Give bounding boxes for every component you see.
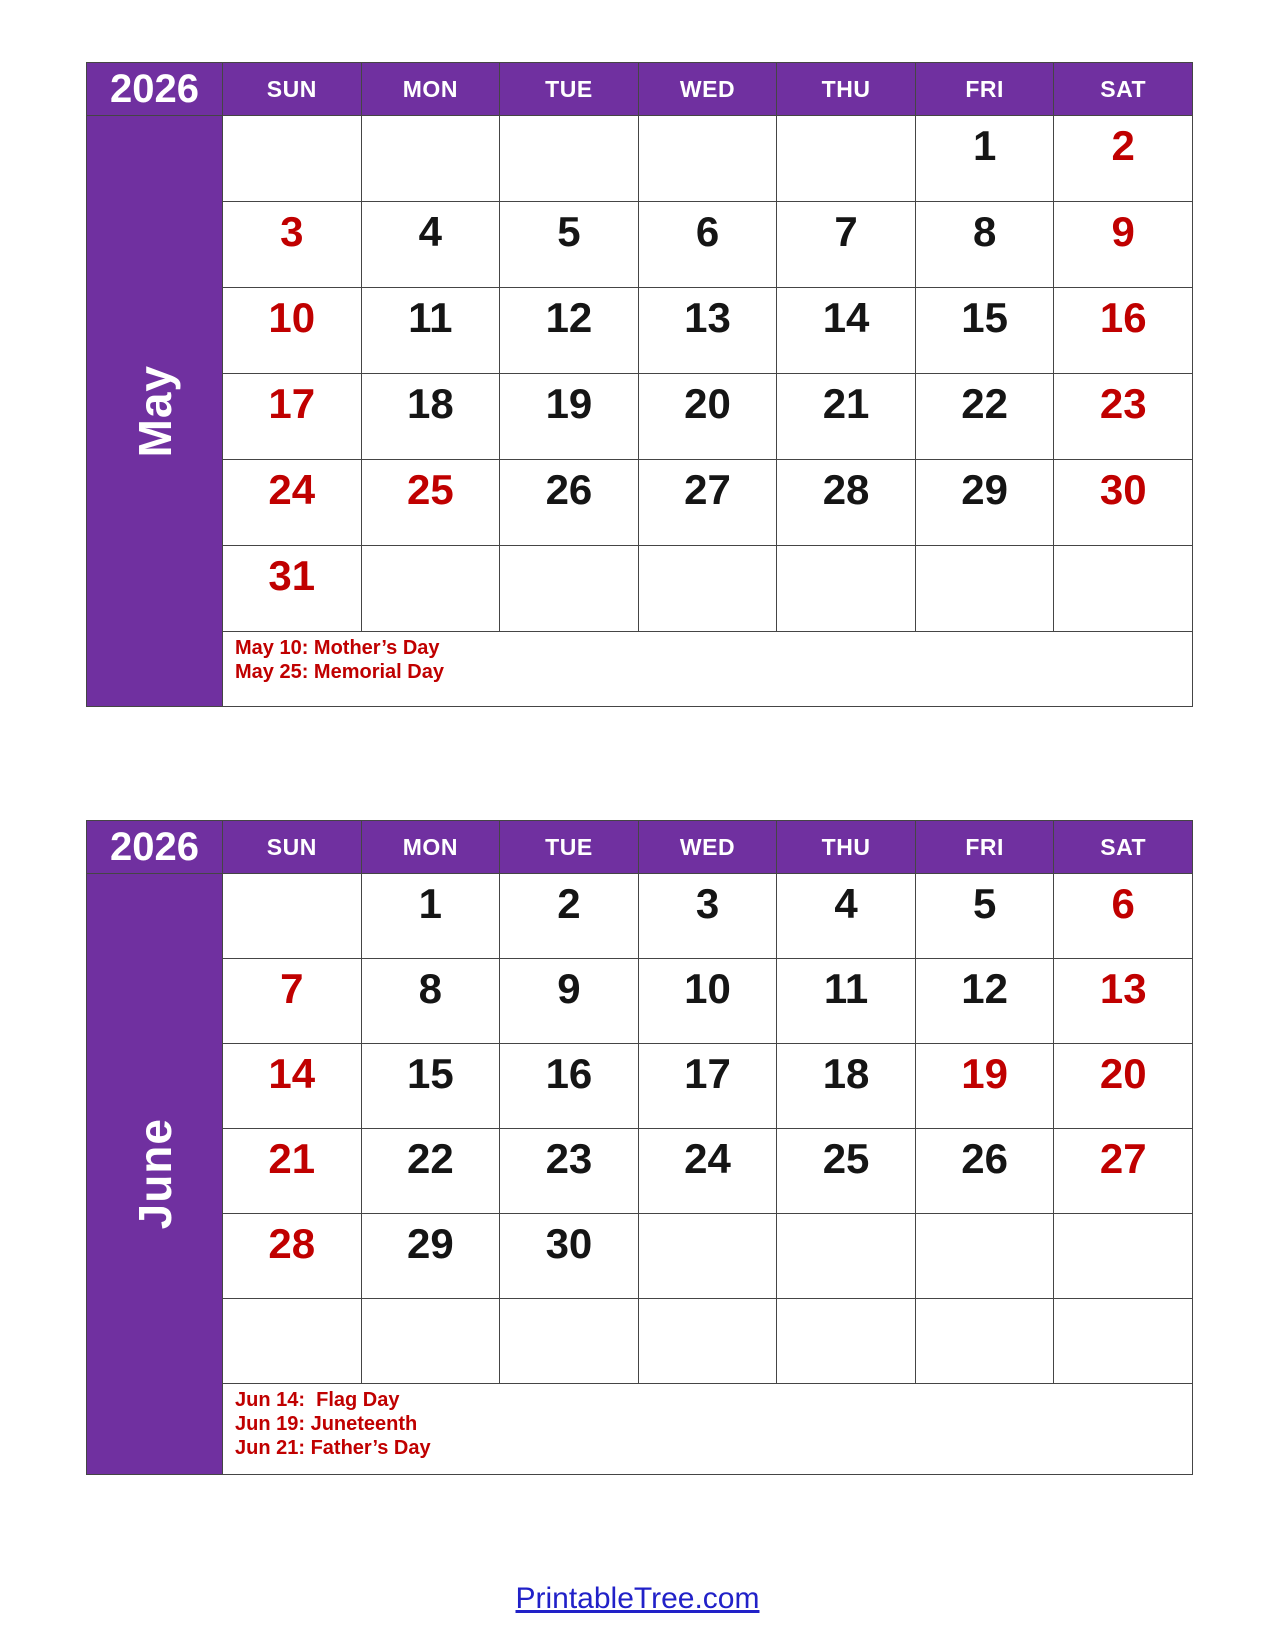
day-cell-11: 11 — [777, 959, 916, 1044]
year-label: 2026 — [87, 63, 223, 116]
day-cell-empty — [639, 1214, 778, 1299]
holiday-notes — [223, 632, 1193, 707]
footer-link[interactable]: PrintableTree.com — [515, 1582, 760, 1615]
day-cell-empty — [916, 546, 1055, 632]
day-cell-empty — [1054, 1214, 1193, 1299]
day-cell-empty — [639, 546, 778, 632]
calendar-june-2026 — [86, 820, 1193, 1475]
day-cell-empty — [916, 1214, 1055, 1299]
day-cell-7: 7 — [777, 202, 916, 288]
day-cell-23: 23 — [500, 1129, 639, 1214]
weekday-header-thu: THU — [777, 63, 916, 116]
day-cell-17: 17 — [223, 374, 362, 460]
month-column — [87, 116, 223, 707]
day-cell-30: 30 — [500, 1214, 639, 1299]
day-cell-empty — [223, 874, 362, 959]
day-cell-5: 5 — [916, 874, 1055, 959]
day-cell-empty — [1054, 1299, 1193, 1384]
day-cell-28: 28 — [223, 1214, 362, 1299]
day-cell-23: 23 — [1054, 374, 1193, 460]
day-cell-empty — [916, 1299, 1055, 1384]
weekday-header-mon: MON — [362, 63, 501, 116]
weekday-header-fri: FRI — [916, 821, 1055, 874]
day-cell-empty — [777, 546, 916, 632]
day-cell-6: 6 — [1054, 874, 1193, 959]
day-cell-18: 18 — [362, 374, 501, 460]
day-cell-empty — [223, 1299, 362, 1384]
holiday-note: Jun 19: Juneteenth — [235, 1413, 418, 1435]
day-cell-24: 24 — [639, 1129, 778, 1214]
day-cell-20: 20 — [639, 374, 778, 460]
day-cell-empty — [1054, 546, 1193, 632]
day-cell-16: 16 — [500, 1044, 639, 1129]
day-cell-25: 25 — [362, 460, 501, 546]
weekday-header-tue: TUE — [500, 821, 639, 874]
day-cell-30: 30 — [1054, 460, 1193, 546]
day-cell-empty — [500, 116, 639, 202]
calendar-may-2026 — [86, 62, 1193, 707]
day-cell-12: 12 — [916, 959, 1055, 1044]
day-cell-6: 6 — [639, 202, 778, 288]
holiday-notes — [223, 1384, 1193, 1475]
day-cell-12: 12 — [500, 288, 639, 374]
day-cell-2: 2 — [1054, 116, 1193, 202]
day-cell-10: 10 — [639, 959, 778, 1044]
day-cell-empty — [362, 546, 501, 632]
month-label: May — [128, 364, 181, 458]
day-cell-8: 8 — [362, 959, 501, 1044]
day-cell-empty — [777, 1214, 916, 1299]
day-cell-empty — [362, 1299, 501, 1384]
day-cell-26: 26 — [916, 1129, 1055, 1214]
day-cell-29: 29 — [916, 460, 1055, 546]
day-cell-21: 21 — [223, 1129, 362, 1214]
holiday-note: Jun 21: Father’s Day — [235, 1437, 431, 1459]
day-cell-3: 3 — [223, 202, 362, 288]
day-cell-4: 4 — [362, 202, 501, 288]
footer — [0, 1582, 1275, 1616]
day-cell-19: 19 — [916, 1044, 1055, 1129]
day-cell-empty — [777, 1299, 916, 1384]
weekday-header-wed: WED — [639, 63, 778, 116]
weekday-header-sat: SAT — [1054, 63, 1193, 116]
day-cell-4: 4 — [777, 874, 916, 959]
day-cell-18: 18 — [777, 1044, 916, 1129]
weekday-header-fri: FRI — [916, 63, 1055, 116]
day-cell-empty — [500, 1299, 639, 1384]
day-cell-empty — [777, 116, 916, 202]
weekday-header-sun: SUN — [223, 63, 362, 116]
day-cell-empty — [362, 116, 501, 202]
day-cell-3: 3 — [639, 874, 778, 959]
day-cell-17: 17 — [639, 1044, 778, 1129]
weekday-header-wed: WED — [639, 821, 778, 874]
day-cell-27: 27 — [1054, 1129, 1193, 1214]
holiday-note: May 10: Mother’s Day — [235, 637, 440, 659]
year-label: 2026 — [87, 821, 223, 874]
day-cell-9: 9 — [1054, 202, 1193, 288]
day-cell-1: 1 — [916, 116, 1055, 202]
day-cell-13: 13 — [639, 288, 778, 374]
day-cell-2: 2 — [500, 874, 639, 959]
day-cell-7: 7 — [223, 959, 362, 1044]
day-cell-25: 25 — [777, 1129, 916, 1214]
day-cell-14: 14 — [777, 288, 916, 374]
holiday-note: Jun 14: Flag Day — [235, 1389, 400, 1411]
day-cell-21: 21 — [777, 374, 916, 460]
day-cell-24: 24 — [223, 460, 362, 546]
day-cell-empty — [639, 116, 778, 202]
day-cell-16: 16 — [1054, 288, 1193, 374]
day-cell-empty — [223, 116, 362, 202]
day-cell-11: 11 — [362, 288, 501, 374]
day-cell-31: 31 — [223, 546, 362, 632]
day-cell-28: 28 — [777, 460, 916, 546]
day-cell-26: 26 — [500, 460, 639, 546]
day-cell-9: 9 — [500, 959, 639, 1044]
day-cell-22: 22 — [916, 374, 1055, 460]
month-label: June — [128, 1118, 181, 1230]
day-cell-8: 8 — [916, 202, 1055, 288]
day-cell-15: 15 — [362, 1044, 501, 1129]
day-cell-13: 13 — [1054, 959, 1193, 1044]
weekday-header-thu: THU — [777, 821, 916, 874]
day-cell-empty — [500, 546, 639, 632]
day-cell-empty — [639, 1299, 778, 1384]
day-cell-1: 1 — [362, 874, 501, 959]
day-cell-20: 20 — [1054, 1044, 1193, 1129]
weekday-header-mon: MON — [362, 821, 501, 874]
holiday-note: May 25: Memorial Day — [235, 661, 444, 683]
day-cell-22: 22 — [362, 1129, 501, 1214]
weekday-header-sun: SUN — [223, 821, 362, 874]
day-cell-15: 15 — [916, 288, 1055, 374]
day-cell-27: 27 — [639, 460, 778, 546]
day-cell-5: 5 — [500, 202, 639, 288]
day-cell-10: 10 — [223, 288, 362, 374]
weekday-header-sat: SAT — [1054, 821, 1193, 874]
month-column — [87, 874, 223, 1475]
day-cell-19: 19 — [500, 374, 639, 460]
day-cell-14: 14 — [223, 1044, 362, 1129]
weekday-header-tue: TUE — [500, 63, 639, 116]
day-cell-29: 29 — [362, 1214, 501, 1299]
